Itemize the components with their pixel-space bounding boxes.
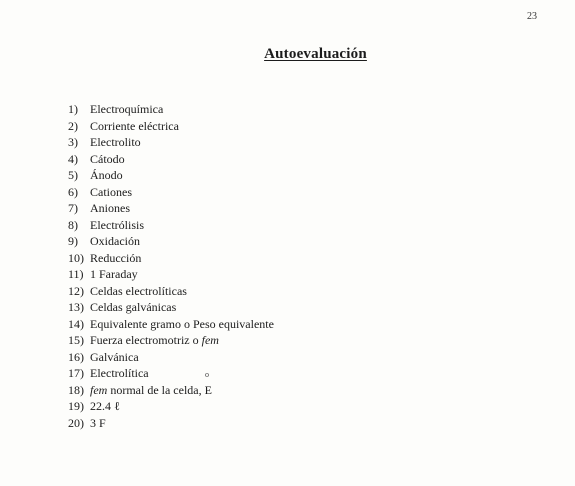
list-item <box>68 118 274 135</box>
item-number: 1) <box>68 102 78 116</box>
item-text <box>90 200 130 217</box>
item-number: 6) <box>68 184 78 199</box>
item-number: 9) <box>68 234 78 248</box>
list-item <box>68 299 274 316</box>
list-item <box>68 233 274 250</box>
answer-list <box>68 101 274 431</box>
list-item <box>68 316 274 333</box>
item-text <box>90 316 274 333</box>
item-text <box>90 332 219 349</box>
list-item <box>68 184 274 201</box>
list-item <box>68 266 274 283</box>
item-text-main: 22.4 ℓ <box>90 399 120 413</box>
item-number: 12) <box>68 283 84 298</box>
item-text-main: Corriente eléctrica <box>90 118 179 133</box>
item-text-main: Equivalente gramo o Peso equivalente <box>90 316 274 331</box>
item-text <box>90 134 141 151</box>
item-text <box>90 415 106 432</box>
item-text <box>90 382 212 399</box>
item-text <box>90 101 163 118</box>
item-text <box>90 151 125 168</box>
item-text <box>90 398 120 415</box>
item-number: 10) <box>68 250 84 265</box>
item-number: 13) <box>68 300 84 314</box>
item-text-main: Oxidación <box>90 234 140 248</box>
item-text-main: Electrolítica <box>90 366 149 380</box>
page-title: Autoevaluación <box>264 46 367 62</box>
item-text-main: Cátodo <box>90 151 125 166</box>
item-text <box>90 266 138 283</box>
item-text <box>90 118 179 135</box>
page-number: 23 <box>527 11 537 22</box>
list-item <box>68 167 274 184</box>
item-number: 16) <box>68 349 84 364</box>
item-text-main: Reducción <box>90 250 142 265</box>
item-text-main: 1 Faraday <box>90 267 138 281</box>
item-text-main: Electrólisis <box>90 217 144 232</box>
item-text-italic: fem <box>201 333 219 347</box>
item-number: 18) <box>68 382 84 397</box>
item-text <box>90 167 123 184</box>
item-text <box>90 233 140 250</box>
list-item <box>68 415 274 432</box>
list-item <box>68 382 274 399</box>
item-text-main: Aniones <box>90 201 130 215</box>
item-number: 20) <box>68 415 84 430</box>
item-text-main: Fuerza electromotriz o <box>90 333 202 347</box>
item-number: 11) <box>68 267 84 281</box>
list-item <box>68 134 274 151</box>
list-item <box>68 365 274 382</box>
item-text-main: Electrolito <box>90 135 141 149</box>
item-text-main: Electroquímica <box>90 102 164 116</box>
list-item <box>68 200 274 217</box>
item-number: 2) <box>68 118 78 133</box>
item-number: 5) <box>68 168 78 182</box>
list-item <box>68 398 274 415</box>
item-text-main: Celdas electrolíticas <box>90 283 187 298</box>
item-text <box>90 184 132 201</box>
list-item <box>68 101 274 118</box>
list-item <box>68 217 274 234</box>
item-number: 15) <box>68 333 84 347</box>
item-text-main: 3 F <box>90 415 106 430</box>
item-text <box>90 365 149 382</box>
item-text <box>90 217 144 234</box>
item-number: 17) <box>68 366 84 380</box>
list-item <box>68 151 274 168</box>
item-text <box>90 349 139 366</box>
item-text-main: Celdas galvánicas <box>90 300 177 314</box>
list-item <box>68 349 274 366</box>
item-text-suffix: normal de la celda, E <box>107 382 212 397</box>
item-text-italic: fem <box>90 382 108 397</box>
item-text <box>90 283 187 300</box>
item-number: 4) <box>68 151 78 166</box>
list-item <box>68 283 274 300</box>
item-number: 19) <box>68 399 84 413</box>
item-number: 8) <box>68 217 78 232</box>
list-item <box>68 332 274 349</box>
list-item <box>68 250 274 267</box>
superscript-mark: o <box>205 370 209 379</box>
item-text-main: Cationes <box>90 184 132 199</box>
item-text-main: Ánodo <box>90 168 123 182</box>
item-text <box>90 299 176 316</box>
item-text <box>90 250 141 267</box>
item-text-main: Galvánica <box>90 349 139 364</box>
item-number: 3) <box>68 135 78 149</box>
item-number: 14) <box>68 316 84 331</box>
item-number: 7) <box>68 201 78 215</box>
